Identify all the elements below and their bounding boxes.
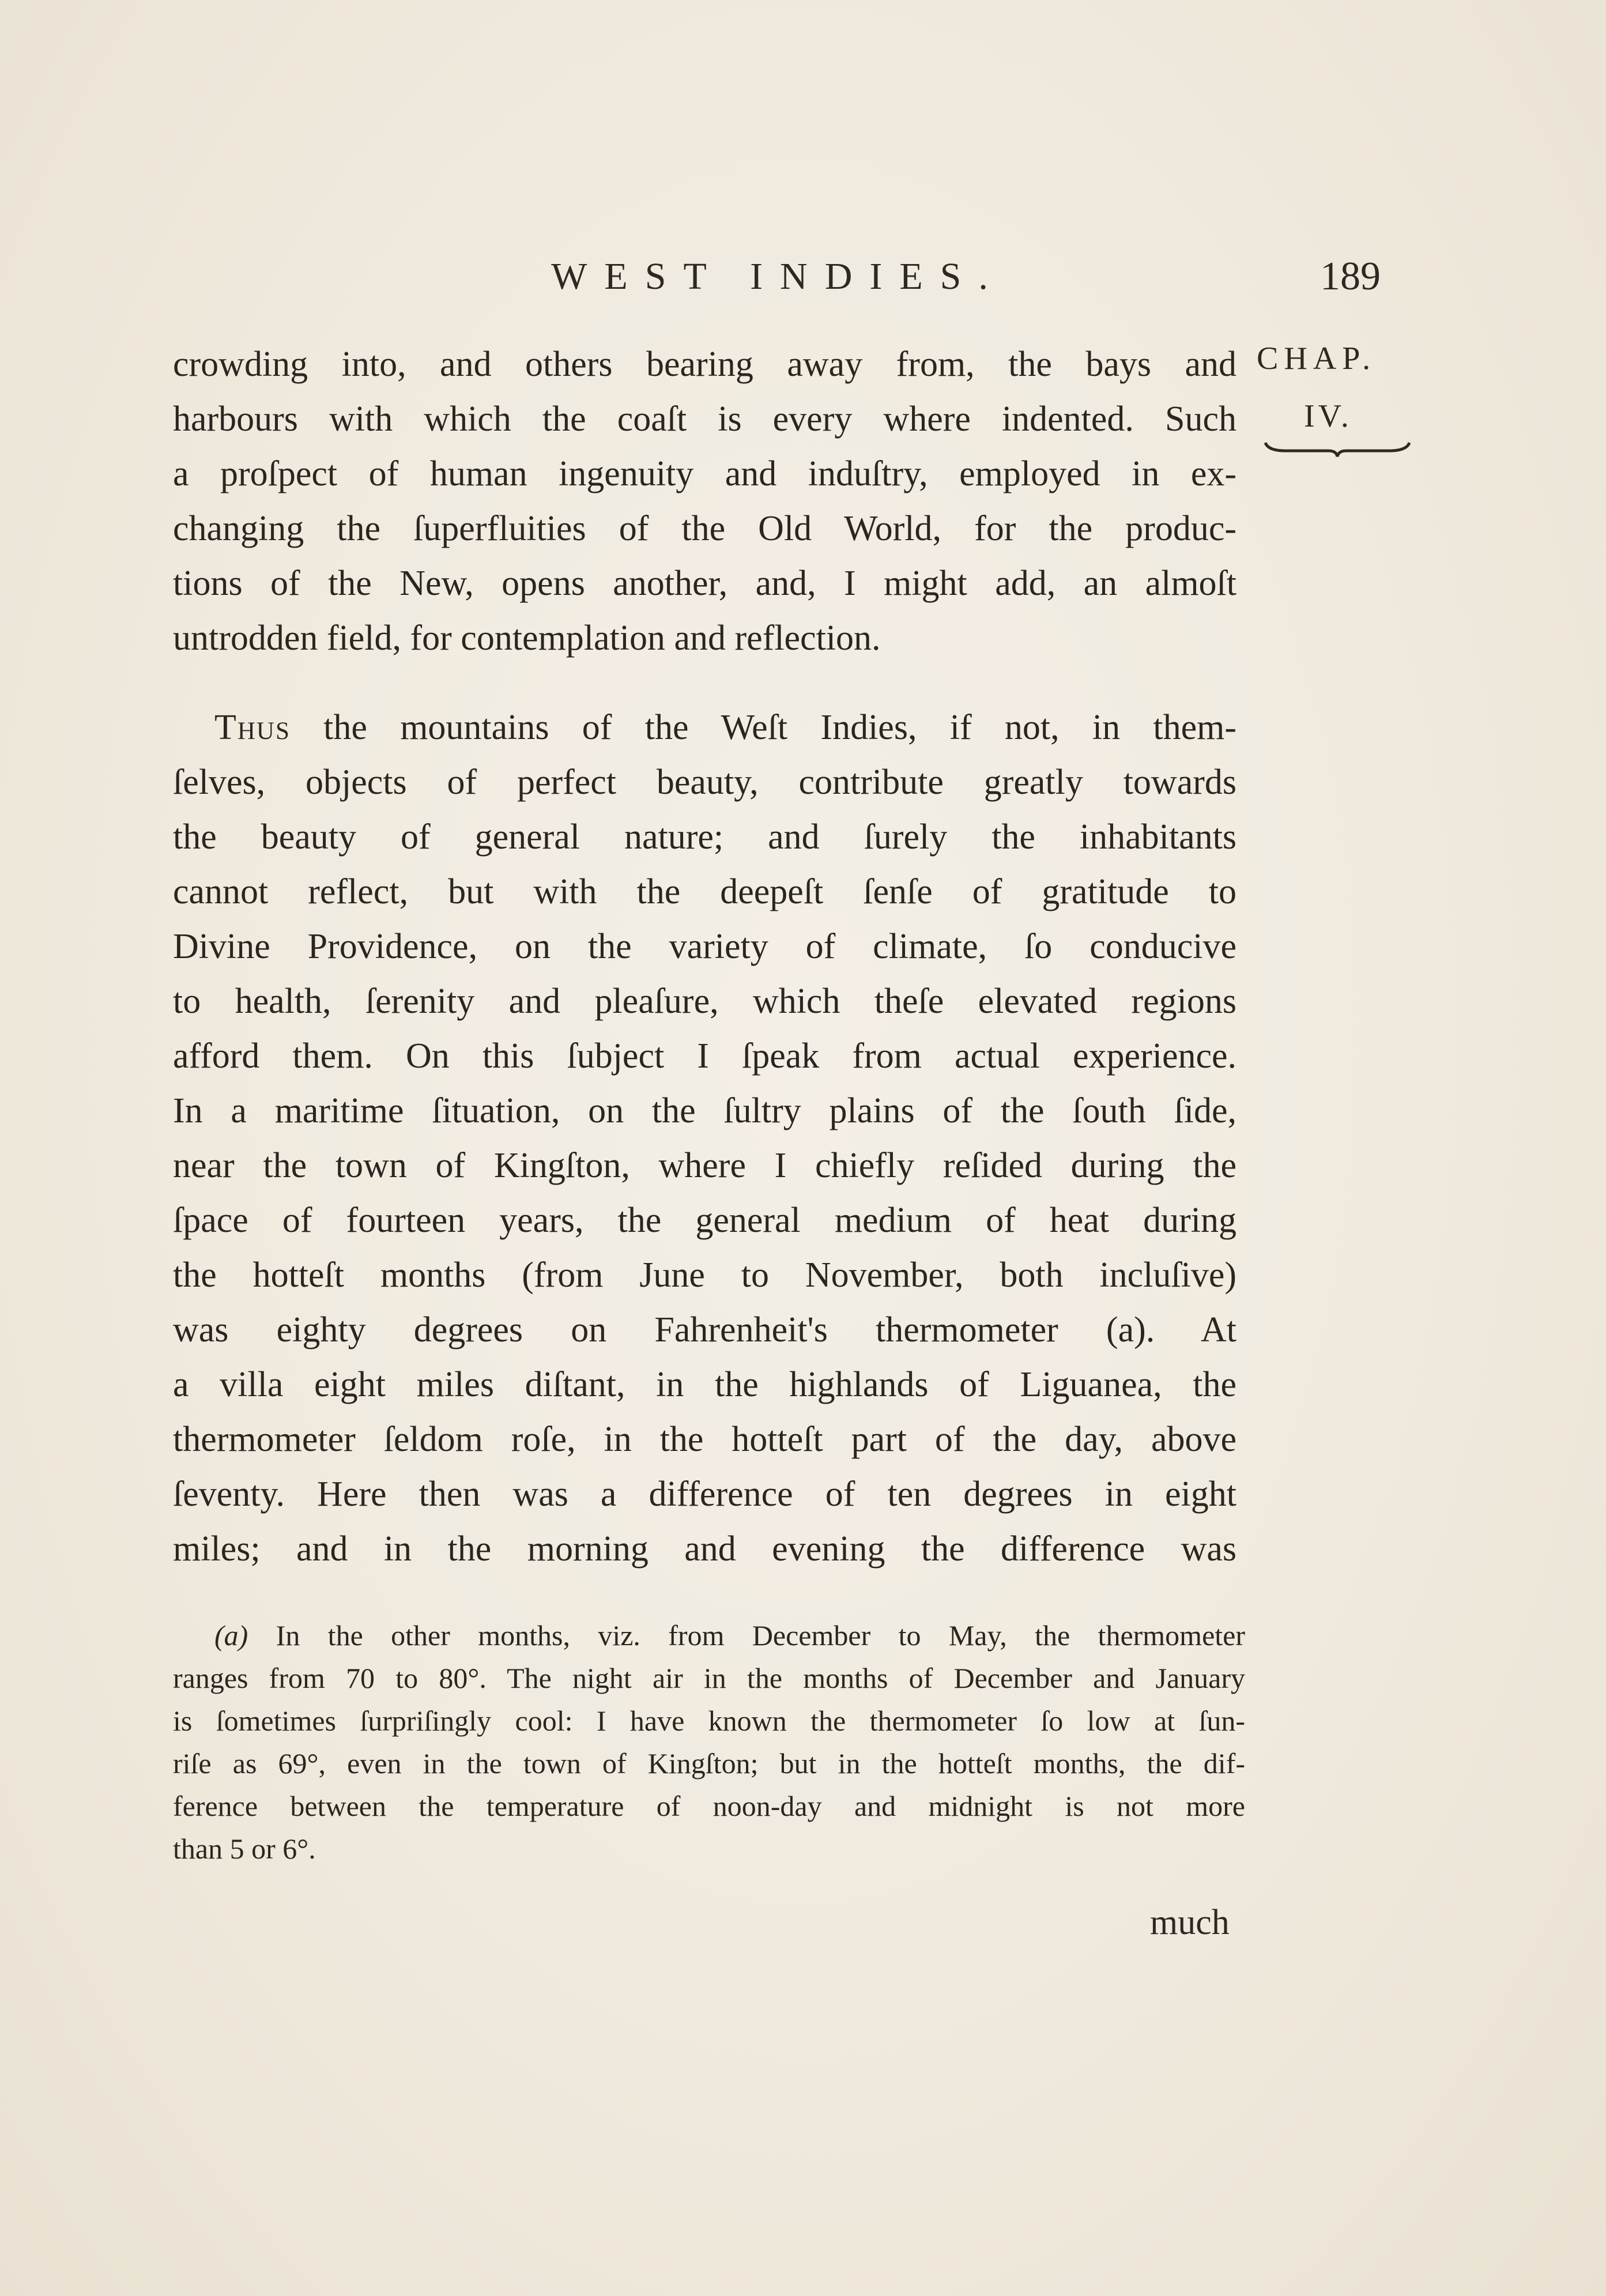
paragraph-2 — [173, 700, 1236, 1577]
text-line: miles; and in the morning and evening the difference was — [173, 1529, 1236, 1569]
footnote-line: ference between the temperature of noon-day and midnight is not more — [173, 1790, 1245, 1822]
chapter-brace-icon — [1262, 438, 1412, 461]
running-head: WEST INDIES. — [551, 255, 1005, 297]
catchword: much — [1150, 1903, 1230, 1942]
text-line: thermometer ſeldom roſe, in the hotteſt part of the day, above — [173, 1420, 1236, 1459]
text-line: crowding into, and others bearing away from, the bays and — [173, 345, 1236, 384]
footnote-line-first — [173, 1614, 1245, 1657]
text-line: changing the ſuperfluities of the Old World, for the produc- — [173, 509, 1236, 548]
footnote-line: than 5 or 6°. — [173, 1833, 316, 1865]
chapter-number: IV. — [1304, 398, 1352, 434]
footnote-line-rest: In the other months, viz. from December to May, the thermometer — [248, 1619, 1245, 1652]
text-line: to health, ſerenity and pleaſure, which theſe elevated regions — [173, 982, 1236, 1021]
text-line: harbours with which the coaſt is every where indented. Such — [173, 399, 1236, 439]
text-line: cannot reflect, but with the deepeſt ſenſe of gratitude to — [173, 872, 1236, 911]
text-line: Divine Providence, on the variety of climate, ſo conducive — [173, 927, 1236, 966]
footnote-line: ranges from 70 to 80°. The night air in the months of December and January — [173, 1662, 1245, 1694]
chapter-label: CHAP. — [1257, 341, 1377, 376]
footnote-mark: (a) — [214, 1619, 248, 1652]
text-line: a proſpect of human ingenuity and induſtry, employed in ex- — [173, 454, 1236, 493]
page-number: 189 — [1320, 254, 1381, 299]
text-line-first — [173, 700, 1236, 755]
text-line: ſelves, objects of perfect beauty, contribute greatly towards — [173, 763, 1236, 802]
text-line: was eighty degrees on Fahrenheit's thermometer (a). At — [173, 1310, 1236, 1349]
text-line: afford them. On this ſubject I ſpeak from actual experience. — [173, 1036, 1236, 1076]
footnote — [173, 1614, 1245, 1870]
text-line: ſeventy. Here then was a difference of ten degrees in eight — [173, 1475, 1236, 1514]
footnote-line: is ſometimes ſurpriſingly cool: I have known the thermometer ſo low at ſun- — [173, 1705, 1245, 1737]
text-line: the beauty of general nature; and ſurely the inhabitants — [173, 817, 1236, 857]
text-line: ſpace of fourteen years, the general medium of heat during — [173, 1201, 1236, 1240]
text-line-rest: the mountains of the Weſt Indies, if not, in them- — [290, 708, 1236, 747]
small-caps-lead: Thus — [214, 708, 291, 747]
text-line: a villa eight miles diſtant, in the highlands of Liguanea, the — [173, 1365, 1236, 1404]
paragraph-1 — [173, 337, 1236, 666]
text-line: untrodden field, for contemplation and reflection. — [173, 619, 881, 658]
footnote-line: riſe as 69°, even in the town of Kingſton; but in the hotteſt months, the dif- — [173, 1747, 1245, 1780]
text-line: the hotteſt months (from June to November, both incluſive) — [173, 1256, 1236, 1295]
text-line: near the town of Kingſton, where I chiefly reſided during the — [173, 1146, 1236, 1185]
text-line: tions of the New, opens another, and, I might add, an almoſt — [173, 564, 1236, 603]
text-line: In a maritime ſituation, on the ſultry plains of the ſouth ſide, — [173, 1091, 1236, 1130]
